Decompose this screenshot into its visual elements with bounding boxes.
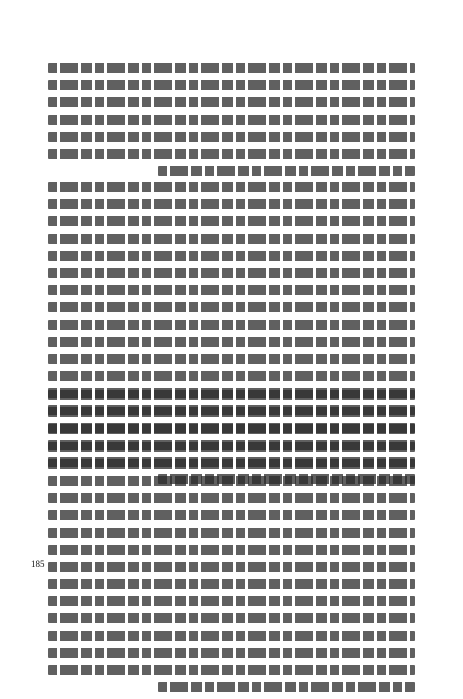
text-line — [48, 390, 415, 400]
text-line — [48, 613, 415, 623]
text-line — [48, 97, 415, 107]
text-line — [48, 371, 415, 381]
text-line — [48, 285, 415, 295]
page-number: 185 — [31, 559, 45, 569]
text-line — [48, 528, 415, 538]
text-line — [48, 476, 415, 486]
text-line — [48, 665, 415, 675]
text-line — [48, 596, 415, 606]
text-line — [48, 251, 415, 261]
text-line — [48, 442, 415, 452]
text-line — [48, 493, 415, 503]
text-line — [48, 199, 415, 209]
text-line — [48, 459, 415, 469]
text-line — [48, 354, 415, 364]
text-line — [158, 682, 415, 692]
text-line — [48, 268, 415, 278]
text-line — [48, 545, 415, 555]
text-line — [48, 631, 415, 641]
text-line — [48, 115, 415, 125]
text-line — [48, 337, 415, 347]
paragraph-3 — [48, 390, 415, 699]
text-line — [48, 424, 415, 434]
text-line — [48, 63, 415, 73]
text-line — [48, 216, 415, 226]
text-line — [48, 182, 415, 192]
text-line — [48, 562, 415, 572]
text-line — [48, 407, 415, 417]
text-line — [48, 132, 415, 142]
paragraph-1 — [48, 63, 415, 183]
text-line — [48, 149, 415, 159]
text-line — [48, 579, 415, 589]
text-line — [48, 648, 415, 658]
text-line — [48, 302, 415, 312]
text-line — [48, 80, 415, 90]
text-line — [48, 320, 415, 330]
text-line — [48, 234, 415, 244]
text-line — [158, 166, 415, 176]
text-line — [48, 510, 415, 520]
